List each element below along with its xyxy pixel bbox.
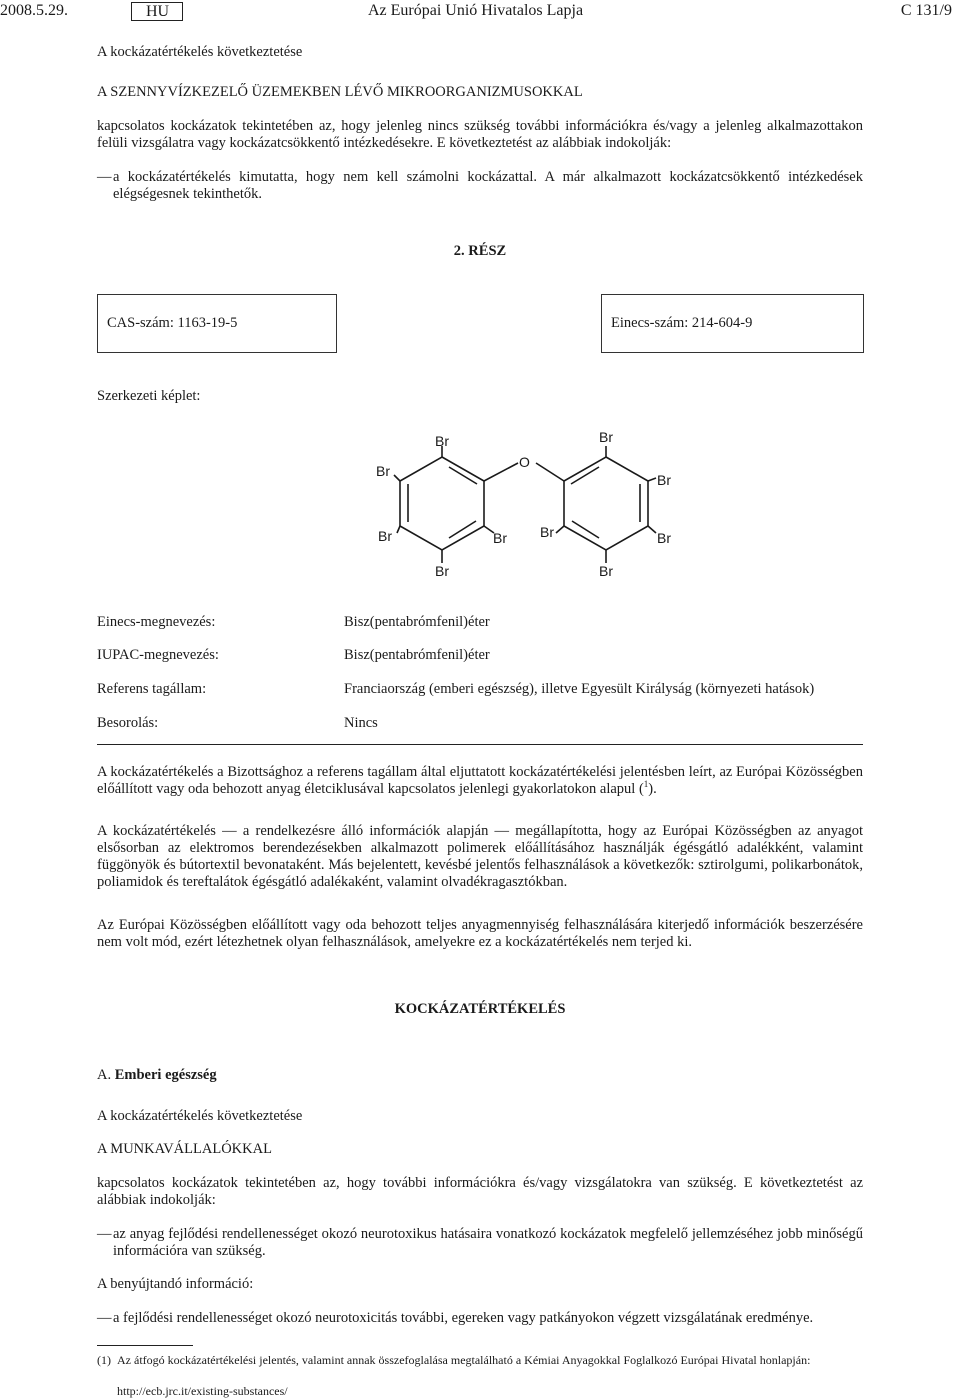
bromine-atom: Br	[378, 528, 392, 544]
footnote-text: Az átfogó kockázatértékelési jelentés, valamint annak összefoglalása megtalálható a Kémiai Anyagokkal Foglalkozó Európai Hivatal honlapján:	[117, 1353, 811, 1367]
bromine-atom: Br	[493, 530, 507, 546]
classification-value: Nincs	[344, 715, 378, 731]
bromine-atom: Br	[599, 429, 613, 445]
bromine-atom: Br	[657, 472, 671, 488]
dash-marker: —	[97, 169, 112, 185]
divider	[97, 744, 863, 745]
footnote-mark: (1)	[97, 1353, 111, 1367]
bromine-atom: Br	[540, 524, 554, 540]
bromine-atom: Br	[376, 463, 390, 479]
conclusion-paragraph: kapcsolatos kockázatok tekintetében az, hogy jelenleg nincs szükség további információkra és/vagy a jelenleg alkalmazottakon felüli vizsgálatra vagy kockázatcsökkentő intézkedésekre. E következtetést az alábbiak indokolják:	[97, 118, 863, 151]
structure-label: Szerkezeti képlet:	[97, 388, 201, 404]
dash-marker: —	[97, 1226, 112, 1242]
footnote-reference: 1	[643, 779, 649, 790]
workers-heading: A MUNKAVÁLLALÓKKAL	[97, 1141, 272, 1157]
conclusion-title: A kockázatértékelés következtetése	[97, 1108, 303, 1124]
rapporteur-value: Franciaország (emberi egészség), illetve Egyesült Királyság (környezeti hatások)	[344, 681, 815, 697]
bromine-atom: Br	[599, 563, 613, 579]
ring-right	[564, 457, 648, 550]
einecs-name-value: Bisz(pentabrómfenil)éter	[344, 614, 490, 630]
part-title: 2. RÉSZ	[453, 243, 507, 259]
classification-label: Besorolás:	[97, 715, 159, 731]
dash-marker: —	[97, 1310, 112, 1326]
footnote-rule	[97, 1345, 193, 1346]
publication-date: 2008.5.29.	[0, 2, 68, 19]
bullet-text: az anyag fejlődési rendellenességet okozó neurotoxikus hatásaira vonatkozó kockázatok megfelelő jellemzéséhez jobb minőségű információra van szükség.	[113, 1226, 863, 1259]
bromine-atom: Br	[657, 530, 671, 546]
basis-paragraph: A kockázatértékelés a Bizottsághoz a referens tagállam által eljuttatott kockázatértékelési jelentésben leírt, az Európai Közösségben előállított vagy oda behozott anyag életciklusával kapcsolatos jelenlegi gyakorlatokon alapul ($^1$).	[97, 764, 863, 797]
bromine-atom: Br	[435, 563, 449, 579]
risk-assessment-heading: KOCKÁZATÉRTÉKELÉS	[394, 1001, 566, 1017]
bullet-text: a fejlődési rendellenességet okozó neurotoxicitás további, egereken vagy patkányokon végzett vizsgálatának eredménye.	[113, 1310, 814, 1326]
cas-number: CAS-szám: 1163-19-5	[107, 315, 238, 331]
workers-paragraph: kapcsolatos kockázatok tekintetében az, hogy további információkra és/vagy vizsgálatokra van szükség. E következtetést az alábbiak indokolják:	[97, 1175, 863, 1208]
bullet-text: a kockázatértékelés kimutatta, hogy nem kell számolni kockázattal. A már alkalmazott kockázatcsökkentő intézkedések elégségesnek tekinthetők.	[113, 169, 863, 202]
einecs-number: Einecs-szám: 214-604-9	[611, 315, 753, 331]
einecs-name-label: Einecs-megnevezés:	[97, 614, 216, 630]
uses-paragraph: A kockázatértékelés — a rendelkezésre álló információk alapján — megállapította, hogy az Európai Közösségben az anyagot elsősorban az elektromos berendezésekben alkalmazott polimerek előállításához használják égésgátló adalékként, valamint függönyök és bútortextil bevonataként. Más bejelentett, kevésbé jelentős felhasználások a következők: sztirolgumi, polikarbonátok, poliamidok és tereftalátok égésgátló adalékaként, valamint olvadékragasztókban.	[97, 823, 863, 890]
iupac-name-label: IUPAC-megnevezés:	[97, 647, 219, 663]
language-code: HU	[131, 2, 183, 21]
footnote-url[interactable]: http://ecb.jrc.it/existing-substances/	[117, 1384, 288, 1398]
ring-left	[400, 457, 484, 550]
journal-title: Az Európai Unió Hivatalos Lapja	[368, 2, 584, 19]
human-health-heading: A. Emberi egészség	[97, 1067, 217, 1083]
rapporteur-label: Referens tagállam:	[97, 681, 207, 697]
page-number: C 131/9	[900, 2, 952, 19]
iupac-name-value: Bisz(pentabrómfenil)éter	[344, 647, 490, 663]
conclusion-title: A kockázatértékelés következtetése	[97, 44, 303, 60]
subject-heading: A SZENNYVÍZKEZELŐ ÜZEMEKBEN LÉVŐ MIKROORGANIZMUSOKKAL	[97, 84, 583, 100]
bromine-atom: Br	[435, 433, 449, 449]
coverage-paragraph: Az Európai Közösségben előállított vagy oda behozott teljes anyagmennyiség felhasználására kiterjedő információk beszerzésére nem volt mód, ezért létezhetnek olyan felhasználások, amelyekre ez a kockázatértékelés nem terjed ki.	[97, 917, 863, 950]
oxygen-atom: O	[519, 454, 530, 470]
info-required-label: A benyújtandó információ:	[97, 1276, 254, 1292]
